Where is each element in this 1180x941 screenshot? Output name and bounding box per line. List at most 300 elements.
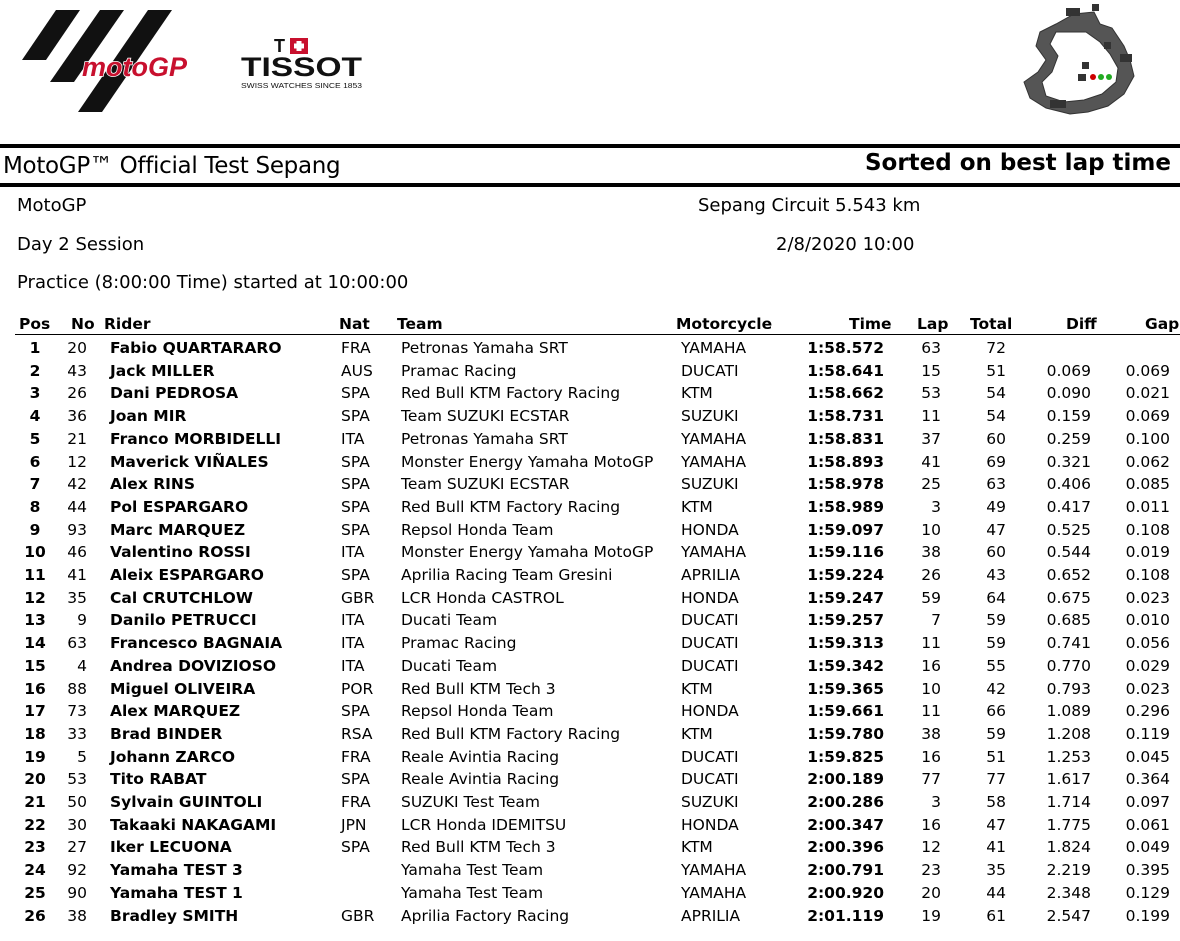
best-lap-number: 16 [921,656,941,675]
gap: 0.069 [1125,361,1170,380]
team-name: Pramac Racing [401,634,517,653]
best-lap-number: 7 [931,611,941,630]
position: 23 [24,838,46,857]
gap: 0.062 [1125,452,1170,471]
bike-number: 9 [77,611,87,630]
diff: 0.069 [1046,361,1091,380]
team-name: Team SUZUKI ECSTAR [401,407,570,426]
motorcycle: YAMAHA [681,339,747,357]
total-laps: 51 [986,747,1006,766]
rider-name: Iker LECUONA [110,838,232,857]
best-lap-time: 1:59.313 [807,634,884,653]
motorcycle: HONDA [681,702,739,721]
best-lap-time: 1:58.662 [807,384,884,403]
nationality: SPA [341,452,370,471]
gap: 0.056 [1125,634,1170,653]
table-row [0,884,1180,907]
nationality: ITA [341,543,365,562]
nationality: ITA [341,611,365,630]
table-row [0,521,1180,544]
bike-number: 5 [77,747,87,766]
motorcycle: APRILIA [681,906,741,925]
bike-number: 46 [67,543,87,562]
total-laps: 77 [986,770,1006,789]
best-lap-time: 1:58.893 [807,452,884,471]
rider-name: Alex MARQUEZ [110,702,241,721]
total-laps: 42 [986,679,1006,698]
total-laps: 60 [986,429,1006,448]
gap: 0.049 [1125,838,1170,857]
total-laps: 43 [986,566,1006,584]
position: 11 [24,566,46,584]
diff: 0.675 [1046,588,1091,607]
motorcycle: YAMAHA [681,452,747,471]
nationality: ITA [341,429,365,448]
team-name: Aprilia Factory Racing [401,906,570,925]
table-row [0,838,1180,861]
team-name: Reale Avintia Racing [401,770,560,789]
rider-name: Danilo PETRUCCI [110,611,257,630]
table-row [0,339,1180,362]
motorcycle: YAMAHA [681,861,747,880]
gap: 0.023 [1125,679,1170,698]
diff: 1.824 [1046,838,1091,857]
best-lap-number: 53 [921,384,941,403]
total-laps: 35 [986,861,1006,880]
position: 7 [29,475,41,494]
table-row [0,793,1180,816]
nationality: SPA [341,838,370,857]
diff: 0.090 [1046,384,1091,403]
motogp-logo [20,8,220,114]
team-name: Reale Avintia Racing [401,747,560,766]
position: 1 [29,339,41,357]
diff: 2.547 [1046,906,1091,925]
team-name: Petronas Yamaha SRT [401,339,568,357]
gap: 0.010 [1125,611,1170,630]
nationality: SPA [341,407,370,426]
team-name: Yamaha Test Team [401,861,544,880]
nationality: POR [341,679,374,698]
nationality: RSA [341,724,373,743]
gap: 0.199 [1125,906,1170,925]
rider-name: Jack MILLER [110,361,215,380]
position: 20 [24,770,46,789]
rider-name: Takaaki NAKAGAMI [110,815,277,834]
class-name: MotoGP [17,195,87,216]
best-lap-time: 2:00.396 [807,838,884,857]
diff: 0.770 [1046,656,1091,675]
best-lap-number: 15 [921,361,941,380]
nationality: FRA [341,339,371,357]
table-row [0,748,1180,771]
col-header-rider: Rider [104,315,151,333]
bike-number: 20 [67,339,87,357]
total-laps: 63 [986,475,1006,494]
best-lap-number: 12 [921,838,941,857]
table-row [0,543,1180,566]
best-lap-number: 11 [921,634,941,653]
diff: 0.525 [1046,520,1091,539]
bike-number: 33 [67,724,87,743]
total-laps: 54 [986,407,1006,426]
event-title: MotoGP™ Official Test Sepang [3,153,341,179]
best-lap-time: 2:00.791 [807,861,884,880]
best-lap-time: 1:59.342 [807,656,884,675]
gap: 0.045 [1125,747,1170,766]
motorcycle: HONDA [681,815,739,834]
gap: 0.011 [1125,497,1170,516]
best-lap-number: 38 [921,543,941,562]
best-lap-time: 1:58.978 [807,475,884,494]
diff: 0.406 [1046,475,1091,494]
position: 26 [24,906,46,925]
total-laps: 69 [986,452,1006,471]
motorcycle: YAMAHA [681,543,747,562]
bike-number: 36 [67,407,87,426]
bike-number: 4 [77,656,87,675]
motorcycle: SUZUKI [681,475,739,494]
col-header-nat: Nat [339,315,370,333]
rider-name: Yamaha TEST 1 [110,883,243,902]
best-lap-time: 1:59.780 [807,724,884,743]
total-laps: 41 [986,838,1006,857]
gap: 0.100 [1125,429,1170,448]
team-name: Red Bull KTM Factory Racing [401,497,621,516]
diff: 0.741 [1046,634,1091,653]
rider-name: Yamaha TEST 3 [110,861,243,880]
col-header-lap: Lap [917,315,949,333]
session-name: Day 2 Session [17,234,145,255]
diff: 2.348 [1046,883,1091,902]
best-lap-number: 11 [921,407,941,426]
table-row [0,770,1180,793]
nationality: AUS [341,361,373,380]
total-laps: 66 [986,702,1006,721]
bike-number: 21 [67,429,87,448]
gap: 0.061 [1125,815,1170,834]
team-name: Monster Energy Yamaha MotoGP [401,452,654,471]
gap: 0.085 [1125,475,1170,494]
diff: 0.321 [1046,452,1091,471]
bike-number: 35 [67,588,87,607]
diff: 1.617 [1046,770,1091,789]
col-header-team: Team [397,315,443,333]
best-lap-time: 1:58.989 [807,497,884,516]
best-lap-time: 2:00.347 [807,815,884,834]
position: 6 [29,452,41,471]
rider-name: Bradley SMITH [110,906,239,925]
position: 5 [29,429,41,448]
svg-text:T: T [274,36,285,56]
diff: 1.253 [1046,747,1091,766]
rider-name: Miguel OLIVEIRA [110,679,256,698]
rider-name: Pol ESPARGARO [110,497,249,516]
table-row [0,634,1180,657]
nationality: FRA [341,747,371,766]
motorcycle: DUCATI [681,361,739,380]
total-laps: 59 [986,611,1006,630]
team-name: Red Bull KTM Factory Racing [401,724,621,743]
position: 24 [24,861,46,880]
motorcycle: APRILIA [681,566,741,584]
best-lap-number: 3 [931,793,941,811]
nationality: SPA [341,566,370,584]
table-row [0,498,1180,521]
table-row [0,816,1180,839]
team-name: Repsol Honda Team [401,520,554,539]
gap: 0.364 [1125,770,1170,789]
col-header-diff: Diff [1066,315,1097,333]
nationality: FRA [341,793,371,811]
table-row [0,611,1180,634]
total-laps: 47 [986,815,1006,834]
table-row [0,657,1180,680]
nationality: SPA [341,702,370,721]
position: 22 [24,815,46,834]
position: 3 [29,384,41,403]
title-top-rule [0,144,1180,148]
table-row [0,680,1180,703]
nationality: ITA [341,634,365,653]
diff: 0.544 [1046,543,1091,562]
sort-label: Sorted on best lap time [864,150,1171,176]
best-lap-number: 16 [921,815,941,834]
bike-number: 92 [67,861,87,880]
rider-name: Aleix ESPARGARO [110,566,264,584]
nationality: JPN [341,815,367,834]
motorcycle: DUCATI [681,770,739,789]
position: 10 [24,543,46,562]
motorcycle: DUCATI [681,634,739,653]
diff: 0.793 [1046,679,1091,698]
best-lap-number: 38 [921,724,941,743]
gap: 0.395 [1125,861,1170,880]
gap: 0.129 [1125,883,1170,902]
tissot-tagline: SWISS WATCHES SINCE 1853 [241,83,363,90]
bike-number: 44 [67,497,87,516]
diff: 0.417 [1046,497,1091,516]
col-header-total: Total [970,315,1013,333]
motorcycle: KTM [681,497,713,516]
bike-number: 12 [67,452,87,471]
bike-number: 53 [67,770,87,789]
total-laps: 60 [986,543,1006,562]
diff: 0.259 [1046,429,1091,448]
team-name: Red Bull KTM Tech 3 [401,679,556,698]
bike-number: 50 [67,793,87,811]
rider-name: Alex RINS [110,475,196,494]
motorcycle: HONDA [681,520,739,539]
table-row [0,430,1180,453]
motorcycle: KTM [681,724,713,743]
bike-number: 88 [67,679,87,698]
rider-name: Sylvain GUINTOLI [110,793,263,811]
motorcycle: KTM [681,384,713,403]
nationality: SPA [341,520,370,539]
nationality: SPA [341,770,370,789]
best-lap-number: 26 [921,566,941,584]
diff: 1.089 [1046,702,1091,721]
team-name: Red Bull KTM Factory Racing [401,384,621,403]
team-name: Team SUZUKI ECSTAR [401,475,570,494]
table-row [0,407,1180,430]
bike-number: 73 [67,702,87,721]
motorcycle: YAMAHA [681,429,747,448]
table-row [0,475,1180,498]
col-header-time: Time [849,315,892,333]
motorcycle: DUCATI [681,656,739,675]
team-name: Monster Energy Yamaha MotoGP [401,543,654,562]
total-laps: 44 [986,883,1006,902]
session-datetime: 2/8/2020 10:00 [776,234,915,255]
col-header-pos: Pos [19,315,51,333]
rider-name: Cal CRUTCHLOW [110,588,253,607]
total-laps: 59 [986,724,1006,743]
motorcycle: DUCATI [681,747,739,766]
position: 18 [24,724,46,743]
best-lap-time: 2:00.286 [807,793,884,811]
position: 19 [24,747,46,766]
best-lap-time: 1:59.365 [807,679,884,698]
team-name: Petronas Yamaha SRT [401,429,568,448]
best-lap-time: 1:59.116 [807,543,884,562]
best-lap-time: 1:58.731 [807,407,884,426]
position: 14 [24,634,46,653]
best-lap-number: 37 [921,429,941,448]
nationality: SPA [341,497,370,516]
bike-number: 38 [67,906,87,925]
nationality: GBR [341,588,375,607]
gap: 0.069 [1125,407,1170,426]
bike-number: 93 [67,520,87,539]
best-lap-number: 77 [921,770,941,789]
team-name: SUZUKI Test Team [401,793,540,811]
tissot-logo [240,36,365,94]
table-row [0,566,1180,589]
gap: 0.021 [1125,384,1170,403]
team-name: LCR Honda IDEMITSU [401,815,567,834]
rider-name: Valentino ROSSI [110,543,251,562]
motorcycle: YAMAHA [681,883,747,902]
nationality: SPA [341,384,370,403]
gap: 0.119 [1125,724,1170,743]
motogp-logo-text: motoGP [82,52,187,82]
diff: 0.652 [1046,566,1091,584]
table-row [0,725,1180,748]
gap: 0.108 [1125,566,1170,584]
table-row [0,362,1180,385]
table-row [0,384,1180,407]
total-laps: 61 [986,906,1006,925]
total-laps: 49 [986,497,1006,516]
position: 16 [24,679,46,698]
gap: 0.023 [1125,588,1170,607]
rider-name: Fabio QUARTARARO [110,339,282,357]
best-lap-number: 3 [931,497,941,516]
col-header-no: No [71,315,95,333]
table-row [0,453,1180,476]
bike-number: 42 [67,475,87,494]
best-lap-time: 1:58.831 [807,429,884,448]
best-lap-time: 1:59.661 [807,702,884,721]
total-laps: 72 [986,339,1006,357]
bike-number: 26 [67,384,87,403]
best-lap-number: 20 [921,883,941,902]
col-header-motorcycle: Motorcycle [676,315,773,333]
nationality: ITA [341,656,365,675]
tissot-logo-text: TISSOT [241,52,363,82]
motorcycle: SUZUKI [681,793,739,811]
bike-number: 41 [67,566,87,584]
best-lap-time: 1:58.572 [807,339,884,357]
position: 15 [24,656,46,675]
rider-name: Marc MARQUEZ [110,520,246,539]
gap: 0.296 [1125,702,1170,721]
bike-number: 63 [67,634,87,653]
best-lap-number: 23 [921,861,941,880]
diff: 1.208 [1046,724,1091,743]
team-name: Red Bull KTM Tech 3 [401,838,556,857]
rider-name: Francesco BAGNAIA [110,634,283,653]
best-lap-number: 16 [921,747,941,766]
best-lap-time: 1:59.825 [807,747,884,766]
col-header-gap: Gap [1145,315,1180,333]
position: 8 [29,497,41,516]
team-name: Repsol Honda Team [401,702,554,721]
team-name: LCR Honda CASTROL [401,588,564,607]
diff: 1.714 [1046,793,1091,811]
rider-name: Johann ZARCO [110,747,236,766]
position: 13 [24,611,46,630]
best-lap-time: 1:59.097 [807,520,884,539]
rider-name: Brad BINDER [110,724,223,743]
bike-number: 90 [67,883,87,902]
table-row [0,589,1180,612]
rider-name: Dani PEDROSA [110,384,239,403]
rider-name: Franco MORBIDELLI [110,429,282,448]
team-name: Yamaha Test Team [401,883,544,902]
diff: 0.159 [1046,407,1091,426]
motorcycle: HONDA [681,588,739,607]
motorcycle: SUZUKI [681,407,739,426]
best-lap-time: 1:59.224 [807,566,884,584]
motorcycle: KTM [681,679,713,698]
best-lap-time: 2:00.920 [807,883,884,902]
best-lap-time: 1:59.247 [807,588,884,607]
rider-name: Joan MIR [110,407,187,426]
position: 12 [24,588,46,607]
total-laps: 51 [986,361,1006,380]
team-name: Aprilia Racing Team Gresini [401,566,613,584]
header-underline [15,334,1180,335]
position: 2 [29,361,41,380]
rider-name: Maverick VIÑALES [110,452,269,471]
team-name: Ducati Team [401,656,498,675]
table-row [0,861,1180,884]
track-map [1012,2,1164,120]
total-laps: 58 [986,793,1006,811]
motorcycle: DUCATI [681,611,739,630]
gap: 0.097 [1125,793,1170,811]
position: 17 [24,702,46,721]
circuit-info: Sepang Circuit 5.543 km [698,195,921,216]
best-lap-time: 2:01.119 [807,906,884,925]
total-laps: 64 [986,588,1006,607]
best-lap-number: 59 [921,588,941,607]
gap: 0.108 [1125,520,1170,539]
title-bottom-rule [0,183,1180,187]
